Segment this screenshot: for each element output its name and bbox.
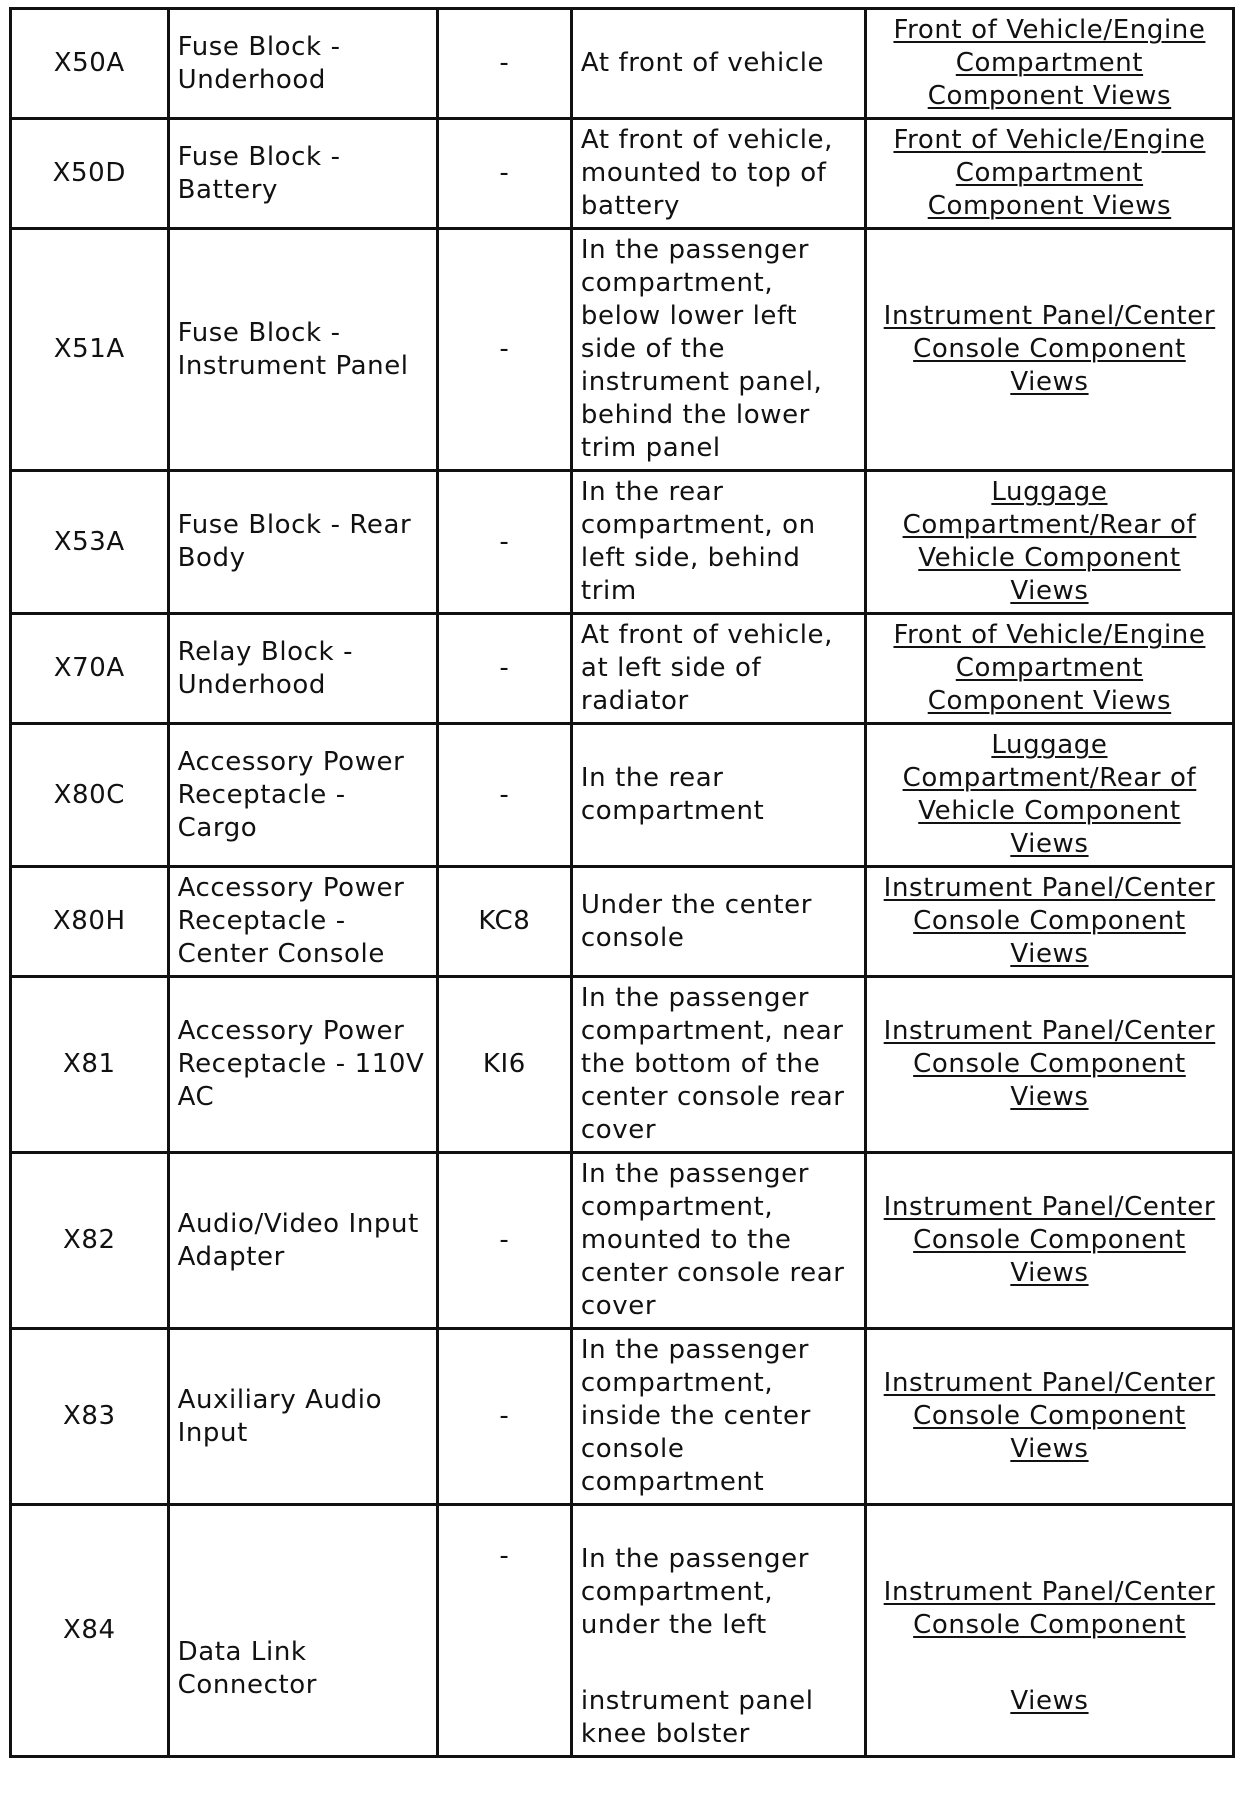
component-name: Audio/Video Input Adapter [168, 1153, 437, 1329]
table-body [11, 9, 1234, 1757]
component-view-link[interactable]: Instrument Panel/Center Console Component [883, 1577, 1216, 1640]
component-view-link-cell [865, 1329, 1233, 1505]
component-location: In the passenger compartment, below lower left side of the instrument panel, behind the lower trim panel [571, 229, 865, 471]
option-code: - [437, 1329, 571, 1505]
component-id: X81 [11, 977, 169, 1153]
component-view-link[interactable]: Front of Vehicle/Engine Compartment Component Views [893, 620, 1206, 716]
component-id: X50D [11, 119, 169, 229]
component-view-link[interactable]: Instrument Panel/Center Console Component Views [883, 1192, 1216, 1288]
component-view-link[interactable]: Instrument Panel/Center Console Component Views [883, 873, 1216, 969]
component-view-link-cell [865, 724, 1233, 867]
table-row [11, 724, 1234, 867]
location-part-1: In the passenger compartment, under the left [580, 1544, 810, 1640]
component-location [571, 1505, 865, 1757]
component-name: Fuse Block - Battery [168, 119, 437, 229]
component-view-link[interactable]: Front of Vehicle/Engine Compartment Component Views [893, 125, 1206, 221]
component-view-link-cell [865, 229, 1233, 471]
component-view-link-cell [865, 1153, 1233, 1329]
component-id: X80H [11, 867, 169, 977]
option-code: - [437, 9, 571, 119]
component-id: X84 [11, 1505, 169, 1757]
component-name: Auxiliary Audio Input [168, 1329, 437, 1505]
component-view-link-cell [865, 471, 1233, 614]
table-row [11, 867, 1234, 977]
table-row [11, 119, 1234, 229]
option-code: - [437, 1153, 571, 1329]
option-code: KC8 [437, 867, 571, 977]
table-row [11, 471, 1234, 614]
component-view-link[interactable]: Instrument Panel/Center Console Component Views [883, 1016, 1216, 1112]
option-code: - [437, 229, 571, 471]
component-locator-table [9, 7, 1235, 1758]
component-name: Accessory Power Receptacle - 110V AC [168, 977, 437, 1153]
option-code: - [437, 724, 571, 867]
component-view-link-cell [865, 867, 1233, 977]
component-id: X53A [11, 471, 169, 614]
component-view-link-continued[interactable]: Views [1010, 1686, 1089, 1716]
component-view-link[interactable]: Instrument Panel/Center Console Component Views [883, 301, 1216, 397]
component-name: Data Link Connector [168, 1505, 437, 1757]
component-location: At front of vehicle, mounted to top of battery [571, 119, 865, 229]
component-name: Fuse Block - Underhood [168, 9, 437, 119]
component-name: Fuse Block - Rear Body [168, 471, 437, 614]
component-view-link-cell [865, 614, 1233, 724]
component-location: Under the center console [571, 867, 865, 977]
table-row [11, 229, 1234, 471]
component-location: In the rear compartment [571, 724, 865, 867]
component-name: Accessory Power Receptacle - Cargo [168, 724, 437, 867]
option-code: - [437, 119, 571, 229]
component-view-link[interactable]: Luggage Compartment/Rear of Vehicle Component Views [902, 730, 1197, 859]
component-view-link-cell [865, 119, 1233, 229]
option-code: - [437, 1505, 571, 1757]
table-row [11, 9, 1234, 119]
component-name: Accessory Power Receptacle - Center Console [168, 867, 437, 977]
table-row [11, 1153, 1234, 1329]
table-row-x84 [11, 1505, 1234, 1757]
component-location: In the passenger compartment, mounted to the center console rear cover [571, 1153, 865, 1329]
component-view-link-cell [865, 977, 1233, 1153]
component-location: At front of vehicle, at left side of radiator [571, 614, 865, 724]
option-code: - [437, 471, 571, 614]
location-part-2: instrument panel knee bolster [580, 1686, 814, 1749]
component-id: X80C [11, 724, 169, 867]
component-location: At front of vehicle [571, 9, 865, 119]
table-row [11, 977, 1234, 1153]
component-view-link[interactable]: Front of Vehicle/Engine Compartment Component Views [893, 15, 1206, 111]
component-view-link-cell [865, 1505, 1233, 1757]
component-id: X50A [11, 9, 169, 119]
component-location: In the rear compartment, on left side, behind trim [571, 471, 865, 614]
component-view-link[interactable]: Luggage Compartment/Rear of Vehicle Component Views [902, 477, 1197, 606]
component-name: Fuse Block - Instrument Panel [168, 229, 437, 471]
component-id: X51A [11, 229, 169, 471]
table-row [11, 1329, 1234, 1505]
component-name: Relay Block - Underhood [168, 614, 437, 724]
option-code: - [437, 614, 571, 724]
component-id: X82 [11, 1153, 169, 1329]
component-id: X70A [11, 614, 169, 724]
component-id: X83 [11, 1329, 169, 1505]
component-location: In the passenger compartment, inside the center console compartment [571, 1329, 865, 1505]
component-location: In the passenger compartment, near the bottom of the center console rear cover [571, 977, 865, 1153]
option-code: KI6 [437, 977, 571, 1153]
component-view-link-cell [865, 9, 1233, 119]
component-view-link[interactable]: Instrument Panel/Center Console Component Views [883, 1368, 1216, 1464]
table-row [11, 614, 1234, 724]
